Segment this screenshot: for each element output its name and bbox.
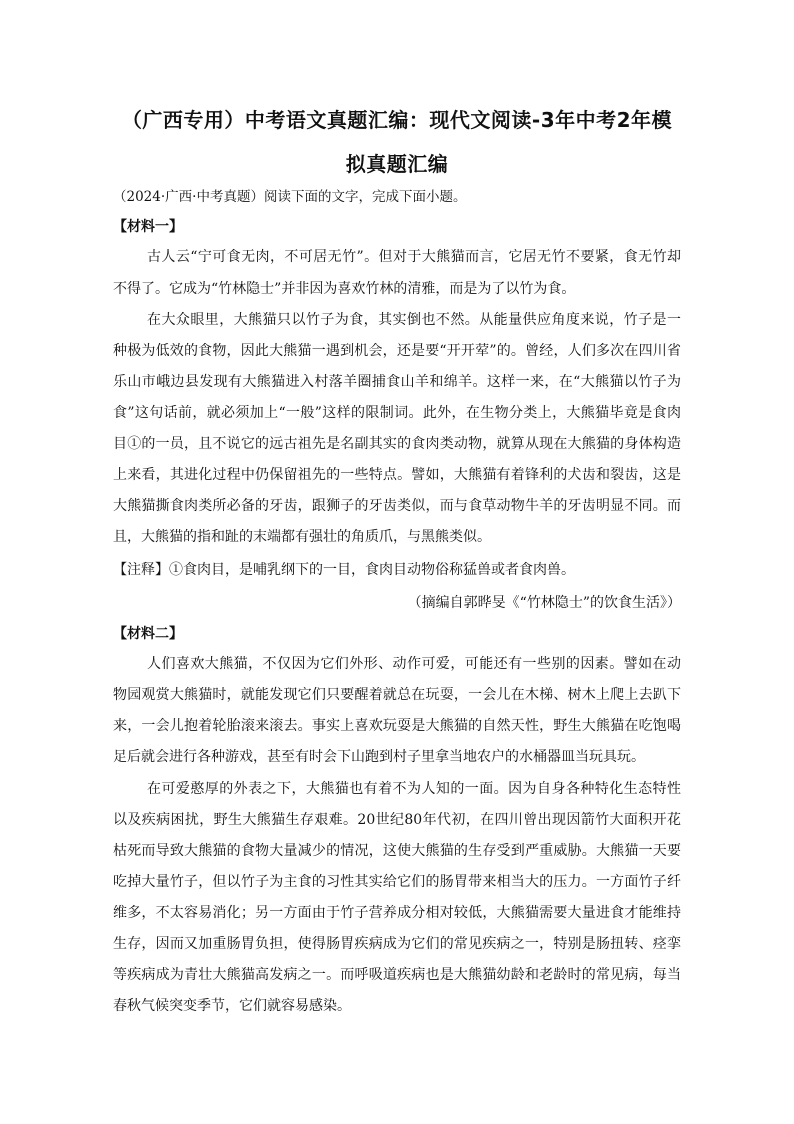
material-2-line: 足后就会进行各种游戏，甚至有时会下山跑到村子里拿当地农户的水桶器皿当玩具玩。 bbox=[113, 749, 645, 765]
material-1-line: 大熊猫撕食肉类所必备的牙齿，跟狮子的牙齿类似，而与食草动物牛羊的牙齿明显不同。而 bbox=[113, 498, 681, 514]
material-1-line: 食”这句话前，就必须加上“一般”这样的限制词。此外，在生物分类上，大熊猫毕竟是食肉 bbox=[113, 405, 681, 421]
material-1-line: 不得了。它成为“竹林隐士”并非因为喜欢竹林的清雅，而是为了以竹为食。 bbox=[113, 281, 576, 297]
material-2-line: 生存，因而又加重肠胃负担，使得肠胃疾病成为它们的常见疾病之一，特别是肠扭转、痉挛 bbox=[113, 936, 681, 952]
material-2-line: 春秋气候突变季节，它们就容易感染。 bbox=[113, 998, 351, 1014]
document-title-line-1: （广西专用）中考语文真题汇编：现代文阅读-3年中考2年模 bbox=[121, 108, 673, 132]
material-1-line: 种极为低效的食物，因此大熊猫一遇到机会，还是要“开开荤”的。曾经，人们多次在四川省 bbox=[113, 343, 681, 359]
material-1-line: 且，大熊猫的指和趾的末端都有强壮的角质爪，与黑熊类似。 bbox=[113, 529, 491, 545]
material-2-heading: 【材料二】 bbox=[113, 626, 183, 642]
material-1-note: 【注释】①食肉目，是哺乳纲下的一目，食肉目动物俗称猛兽或者食肉兽。 bbox=[113, 562, 575, 578]
material-2-line: 在可爱憨厚的外表之下，大熊猫也有着不为人知的一面。因为自身各种特化生态特性 bbox=[147, 781, 681, 797]
material-2-line: 物园观赏大熊猫时，就能发现它们只要醒着就总在玩耍，一会儿在木梯、树木上爬上去趴下 bbox=[113, 687, 681, 703]
material-1-line: 乐山市峨边县发现有大熊猫进入村落羊圈捕食山羊和绵羊。这样一来，在“大熊猫以竹子为 bbox=[113, 374, 681, 390]
material-1-line: 古人云“宁可食无肉，不可居无竹”。但对于大熊猫而言，它居无竹不要紧，食无竹却 bbox=[147, 249, 681, 265]
material-2-line: 枯死而导致大熊猫的食物大量减少的情况，这使大熊猫的生存受到严重威胁。大熊猫一天要 bbox=[113, 843, 681, 859]
material-1-line: 目①的一员，且不说它的远古祖先是名副其实的食肉类动物，就算从现在大熊猫的身体构造 bbox=[113, 436, 681, 452]
document-title-line-2: 拟真题汇编 bbox=[345, 152, 449, 176]
material-2-line: 吃掉大量竹子，但以竹子为主食的习性其实给它们的肠胃带来相当大的压力。一方面竹子纤 bbox=[113, 874, 681, 890]
material-1-line: 上来看，其进化过程中仍保留祖先的一些特点。譬如，大熊猫有着锋利的犬齿和裂齿，这是 bbox=[113, 467, 681, 483]
material-1-heading: 【材料一】 bbox=[113, 219, 183, 235]
material-2-line: 以及疾病困扰，野生大熊猫生存艰难。20世纪80年代初，在四川曾出现因箭竹大面积开花 bbox=[113, 812, 681, 828]
material-2-line: 等疾病成为青壮大熊猫高发病之一。而呼吸道疾病也是大熊猫幼龄和老龄时的常见病，每当 bbox=[113, 967, 681, 983]
material-2-line: 人们喜欢大熊猫，不仅因为它们外形、动作可爱，可能还有一些别的因素。譬如在动 bbox=[147, 656, 681, 672]
material-2-line: 维多，不太容易消化；另一方面由于竹子营养成分相对较低，大熊猫需要大量进食才能维持 bbox=[113, 905, 681, 921]
material-2-line: 来，一会儿抱着轮胎滚来滚去。事实上喜欢玩耍是大熊猫的自然天性，野生大熊猫在吃饱喝 bbox=[113, 718, 681, 734]
question-source: （2024·广西·中考真题）阅读下面的文字，完成下面小题。 bbox=[113, 189, 467, 205]
material-1-line: 在大众眼里，大熊猫只以竹子为食，其实倒也不然。从能量供应角度来说，竹子是一 bbox=[147, 312, 681, 328]
material-1-citation: （摘编自郭晔旻《“竹林隐士”的饮食生活》） bbox=[407, 595, 681, 611]
